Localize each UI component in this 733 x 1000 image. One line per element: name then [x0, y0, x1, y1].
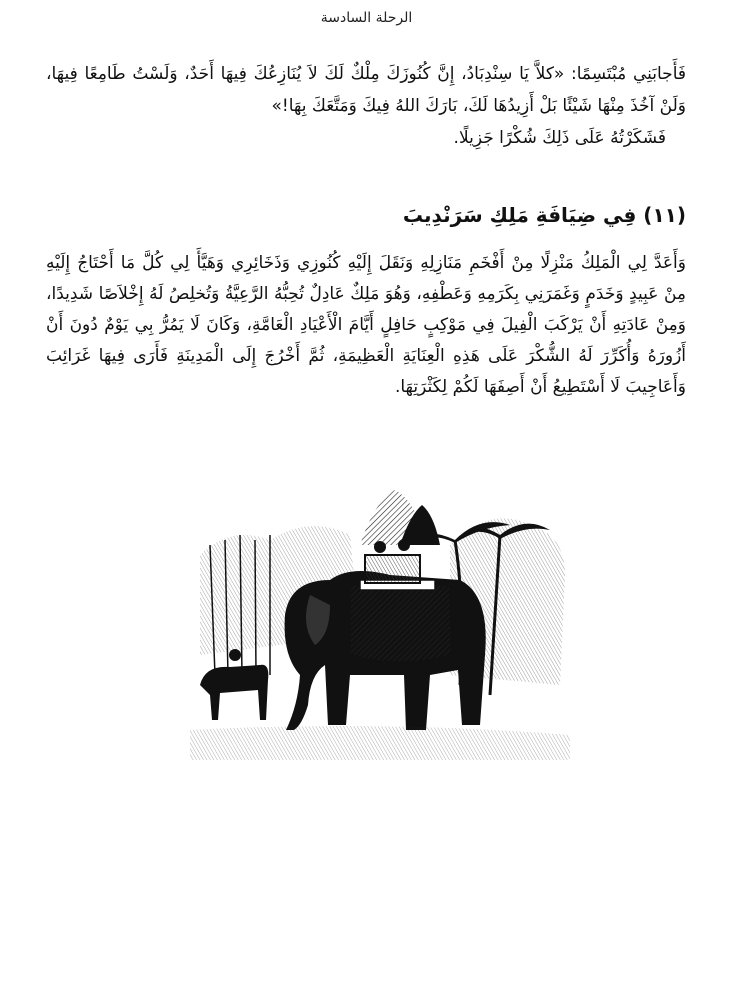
running-header: الرحلة السادسة [320, 10, 413, 26]
paragraph-1-thanks-line: فَشَكَرْتُهُ عَلَى ذَلِكَ شُكْرًا جَزِيلًا. [453, 128, 666, 148]
paragraph-1 [46, 58, 686, 154]
section-heading: (١١) فِي ضِيَافَةِ مَلِكِ سَرَنْدِيبَ [402, 203, 686, 227]
paragraph-1-text: فَأَجابَنِي مُبْتَسِمًا: «كلاَّ يَا سِنْدِبَادُ، إِنَّ كُنُوزَكَ مِلْكٌ لَكَ لاَ يُنَازِعُكَ فِيهَا أَحَدٌ، وَلَسْتُ طَامِعًا فِيهَا، وَلَنْ آخُذَ مِنْهَا شَيْئًا بَلْ أَزِيدُهَا لَكَ، بَارَكَ اللهُ فِيكَ وَمَتَّعَكَ بِهَا!» [46, 64, 686, 116]
elephant-procession-illustration [190, 485, 570, 760]
paragraph-2: وَأَعَدَّ لِي الْمَلِكُ مَنْزِلًا مِنْ أَفْخَمِ مَنَازِلِهِ وَنَقَلَ إِلَيْهِ كُنُوزِي وَذَخَائِرِي وَهَيَّأَ لِي كُلَّ مَا أَحْتَاجُ إِلَيْهِ مِنْ عَبِيدٍ وَخَدَمٍ وَغَمَرَنِي بِكَرَمِهِ وَعَطْفِهِ، وَهُوَ مَلِكٌ عَادِلٌ تُحِبُّهُ الرَّعِيَّةُ وَتُخلِصُ لَهُ إِخْلاَصًا شَدِيدًا، وَمِنْ عَادَتِهِ أَنْ يَرْكَبَ الْفِيلَ فِي مَوْكِبٍ حَافِلٍ أَيَّامَ الْأَعْيَادِ الْعَامَّةِ، وَكَانَ لَا يَمُرُّ بِي يَوْمٌ دُونَ أَنْ أَزُورَهُ وَأُكَرِّرَ لَهُ الشُّكْرَ عَلَى هَذِهِ الْعِنَايَةِ الْعَظِيمَةِ، ثُمَّ أَخْرُجَ إِلَى الْمَدِينَةِ فَأَرَى فِيهَا غَرَائِبَ وَأَعَاجِيبَ لَا أَسْتَطِيعُ أَنْ أَصِفَهَا لَكُمْ لِكَثْرَتِهَا. [46, 253, 686, 397]
